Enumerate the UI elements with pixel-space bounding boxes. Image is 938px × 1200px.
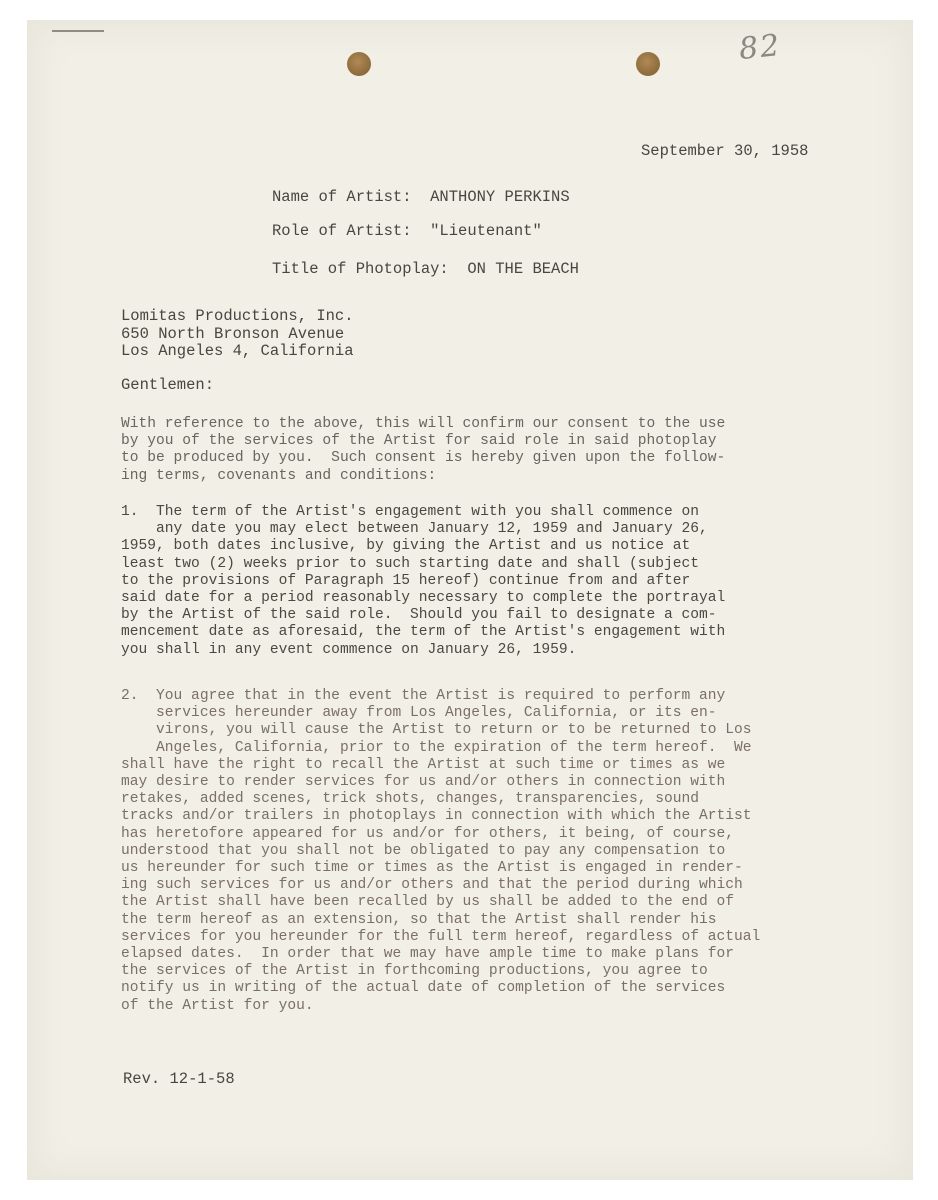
- intro-paragraph: [121, 416, 891, 485]
- paragraph-1-line: any date you may elect between January 12, 1959 and January 26,: [121, 521, 708, 538]
- recipient-company: Lomitas Productions, Inc.: [121, 307, 354, 325]
- paragraph-2-line: tracks and/or trailers in photoplays in connection with which the Artist: [121, 808, 752, 825]
- paragraph-2-line: shall have the right to recall the Artist at such time or times as we: [121, 756, 726, 773]
- salutation: Gentlemen:: [121, 376, 215, 394]
- paragraph-2-line: has heretofore appeared for us and/or for others, it being, of course,: [121, 825, 735, 842]
- letter-date: September 30, 1958: [641, 142, 809, 160]
- paragraph-1-line: to the provisions of Paragraph 15 hereof) continue from and after: [121, 572, 691, 589]
- recipient-street: 650 North Bronson Avenue: [121, 324, 345, 343]
- paragraph-2-line: may desire to render services for us and/or others in connection with: [121, 774, 726, 791]
- paragraph-2-line: 2. You agree that in the event the Artist is required to perform any: [121, 688, 726, 704]
- paragraph-2-line: virons, you will cause the Artist to return or to be returned to Los: [121, 722, 752, 739]
- paragraph-2-line: services for you hereunder for the full term hereof, regardless of actual: [121, 928, 761, 945]
- paragraph-2-line: Angeles, California, prior to the expiration of the term hereof. We: [121, 739, 752, 756]
- paragraph-1-line: 1959, both dates inclusive, by giving the Artist and us notice at: [121, 538, 691, 555]
- paragraph-2-line: understood that you shall not be obligated to pay any compensation to: [121, 842, 726, 859]
- paragraph-2-line: the Artist shall have been recalled by us shall be added to the end of: [121, 894, 735, 911]
- handwritten-mark: 82: [737, 27, 783, 68]
- paragraph-1-line: mencement date as aforesaid, the term of the Artist's engagement with: [121, 624, 726, 641]
- paragraph-2-line: us hereunder for such time or times as the Artist is engaged in render-: [121, 860, 743, 877]
- paragraph-2-line: of the Artist for you.: [121, 997, 314, 1014]
- paragraph-2-line: notify us in writing of the actual date of completion of the services: [121, 980, 726, 997]
- recipient-address: [121, 308, 354, 361]
- paragraph-2-line: ing such services for us and/or others and that the period during which: [121, 877, 743, 894]
- photoplay-title-line: Title of Photoplay: ON THE BEACH: [272, 260, 579, 278]
- paragraph-2: [121, 688, 891, 1015]
- paragraph-1-line: you shall in any event commence on January 26, 1959.: [121, 641, 577, 658]
- paragraph-1-line: least two (2) weeks prior to such starting date and shall (subject: [121, 555, 700, 572]
- paragraph-1-line: 1. The term of the Artist's engagement with you shall commence on: [121, 504, 700, 520]
- paragraph-2-line: the term hereof as an extension, so that the Artist shall render his: [121, 911, 717, 928]
- revision-note: Rev. 12-1-58: [123, 1070, 235, 1088]
- paragraph-1-line: by the Artist of the said role. Should you fail to designate a com-: [121, 607, 717, 624]
- pencil-line: [52, 30, 104, 32]
- intro-line: to be produced by you. Such consent is hereby given upon the follow-: [121, 450, 726, 467]
- artist-name-line: Name of Artist: ANTHONY PERKINS: [272, 188, 570, 206]
- artist-role-line: Role of Artist: "Lieutenant": [272, 222, 542, 240]
- paragraph-1: [121, 504, 891, 659]
- intro-line: With reference to the above, this will confirm our consent to the use: [121, 416, 726, 432]
- intro-line: ing terms, covenants and conditions:: [121, 467, 437, 484]
- paragraph-2-line: the services of the Artist in forthcoming productions, you agree to: [121, 963, 708, 980]
- paragraph-2-line: retakes, added scenes, trick shots, changes, transparencies, sound: [121, 791, 700, 808]
- intro-line: by you of the services of the Artist for said role in said photoplay: [121, 433, 717, 450]
- document-page: [27, 20, 913, 1180]
- recipient-city: Los Angeles 4, California: [121, 342, 354, 360]
- paragraph-2-line: services hereunder away from Los Angeles, California, or its en-: [121, 705, 717, 722]
- paragraph-2-line: elapsed dates. In order that we may have ample time to make plans for: [121, 946, 735, 963]
- paragraph-1-line: said date for a period reasonably necessary to complete the portrayal: [121, 590, 726, 607]
- binder-hole-left: [347, 52, 371, 76]
- binder-hole-right: [636, 52, 660, 76]
